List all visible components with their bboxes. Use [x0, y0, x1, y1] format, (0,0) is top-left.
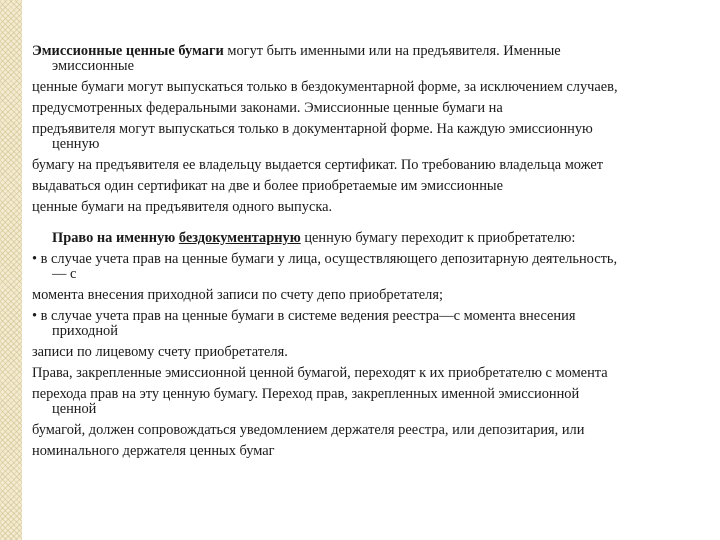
paragraph-1-line-2: ценные бумаги могут выпускаться только в бездокументарной форме, за исключением случаев, [32, 79, 618, 95]
paragraph-1-line-7: ценные бумаги на предъявителя одного выпуска. [32, 199, 333, 215]
text-span: могут быть именными или на предъявителя. Именные [223, 43, 561, 59]
decorative-side-stripe [0, 0, 22, 540]
paragraph-2-line-6: Права, закрепленные эмиссионной ценной бумагой, переходят к их приобретателю с момента [32, 365, 608, 381]
paragraph-2-line-7-wrap: ценной [52, 401, 97, 417]
paragraph-1-line-1-wrap: эмиссионные [52, 58, 134, 74]
paragraph-1-line-4: предъявителя могут выпускаться только в документарной форме. На каждую эмиссионную [32, 121, 593, 137]
term-paperless: бездокументарную [178, 230, 301, 246]
paragraph-2-line-9: номинального держателя ценных бумаг [32, 443, 275, 459]
text-span: ценную бумагу переходит к приобретателю: [300, 230, 576, 246]
term-emission-securities: Эмиссионные ценные бумаги [32, 43, 224, 59]
paragraph-2-line-1 [32, 228, 700, 249]
paragraph-2-line-2-wrap: — с [52, 266, 77, 282]
paragraph-2-line-4-wrap: приходной [52, 323, 118, 339]
paragraph-2-line-3: момента внесения приходной записи по счету депо приобретателя; [32, 287, 443, 303]
paragraph-1-line-6: выдаваться один сертификат на две и более приобретаемые им эмиссионные [32, 178, 503, 194]
slide-text [32, 41, 700, 462]
paragraph-2-line-5: записи по лицевому счету приобретателя. [32, 344, 288, 360]
paragraph-1-line-4-wrap: ценную [52, 136, 100, 152]
paragraph-2-line-8: бумагой, должен сопровождаться уведомлением держателя реестра, или депозитария, или [32, 422, 585, 438]
term-registered-right: Право на именную [52, 230, 176, 246]
paragraph-2-line-7: перехода прав на эту ценную бумагу. Переход прав, закрепленных именной эмиссионной [32, 386, 580, 402]
paragraph-1-line-3: предусмотренных федеральными законами. Эмиссионные ценные бумаги на [32, 100, 503, 116]
paragraph-1-line-5: бумагу на предъявителя ее владельцу выдается сертификат. По требованию владельца может [32, 157, 604, 173]
paragraph-2-line-4: • в случае учета прав на ценные бумаги в системе ведения реестра—с момента внесения [32, 308, 576, 324]
paragraph-2-line-2: • в случае учета прав на ценные бумаги у лица, осуществляющего депозитарную деятельность, [32, 251, 618, 267]
